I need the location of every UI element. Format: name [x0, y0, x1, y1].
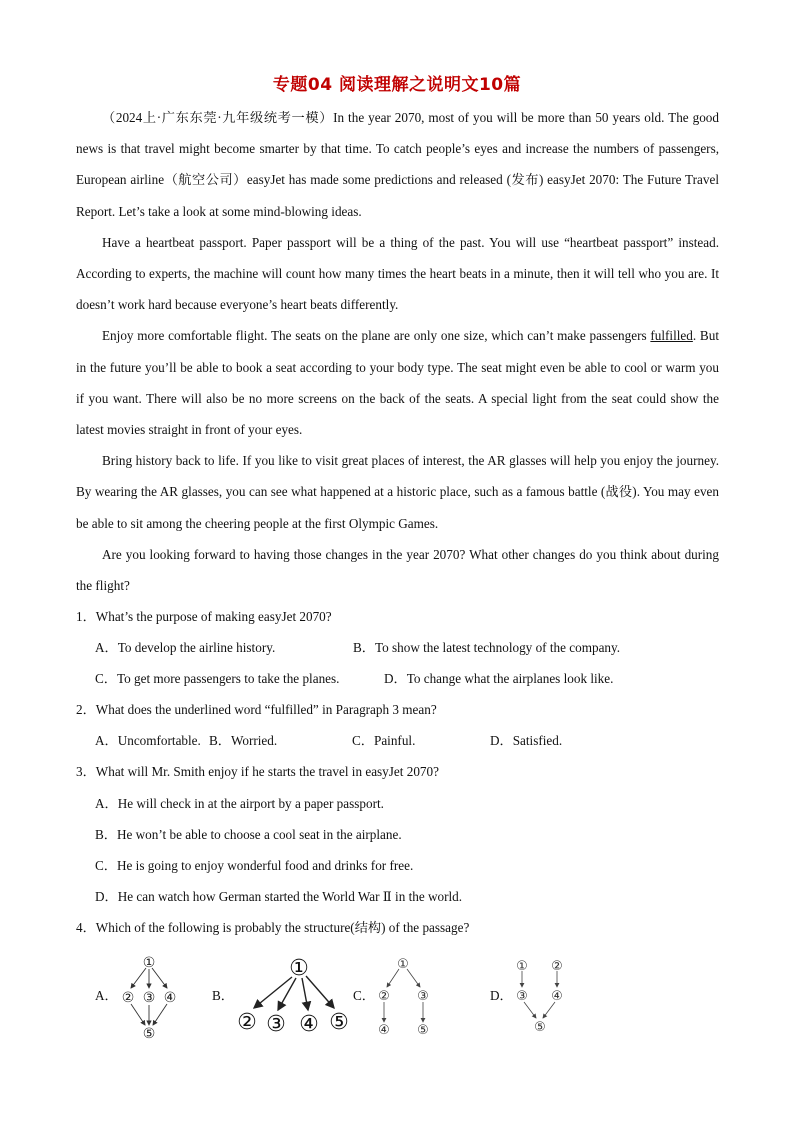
diagram-b-node-1: ① [289, 956, 309, 981]
structure-diagram-c [370, 952, 440, 1038]
q4-option-d[interactable]: D． [490, 988, 513, 1003]
paragraph-5: Are you looking forward to having those changes in the year 2070? What other changes do you think about during the flight? [76, 546, 719, 594]
paragraph-1 [76, 102, 719, 227]
structure-diagram-d [510, 954, 570, 1036]
diagram-d-node-4: ④ [551, 989, 563, 1004]
diagram-a-edge [153, 1004, 167, 1025]
diagram-b-node-4: ④ [299, 1012, 319, 1037]
diagram-c-node-4: ④ [378, 1023, 390, 1038]
q3-option-b[interactable]: B．He won’t be able to choose a cool seat in the airplane. [95, 827, 402, 842]
q2-option-c[interactable]: C．Painful. [352, 733, 416, 748]
q2-option-d[interactable]: D．Satisfied. [490, 733, 563, 748]
q2-option-a[interactable]: A．Uncomfortable. [95, 733, 201, 748]
diagram-b-edge [306, 976, 334, 1008]
q3-option-d[interactable]: D．He can watch how German started the World War Ⅱ in the world. [95, 889, 463, 904]
q1-option-a[interactable]: A．To develop the airline history. [95, 640, 276, 655]
question-1-stem: 1．What’s the purpose of making easyJet 2070? [76, 609, 332, 624]
passage [76, 102, 719, 601]
paragraph-2: Have a heartbeat passport. Paper passport will be a thing of the past. You will use “heartbeat passport” instead. According to experts, the machine will count how many times the heart beats in a minute, then it will tell who you are. It doesn’t work hard because everyone’s heart beats differently. [76, 234, 719, 313]
diagram-a-node-2: ② [121, 990, 135, 1006]
structure-diagram-b [232, 953, 352, 1037]
page-title: 专题04 阅读理解之说明文10篇 [272, 75, 522, 95]
q1-option-d[interactable]: D．To change what the airplanes look like. [384, 671, 614, 686]
diagram-a-edge [131, 968, 146, 988]
diagram-a-node-4: ④ [163, 990, 177, 1006]
diagram-d-node-2: ② [551, 959, 563, 974]
diagram-b-edge [254, 977, 292, 1008]
q3-option-a[interactable]: A．He will check in at the airport by a paper passport. [95, 796, 384, 811]
diagram-b-node-5: ⑤ [329, 1010, 349, 1035]
diagram-b-node-2: ② [237, 1010, 257, 1035]
diagram-a-edge [152, 968, 167, 988]
diagram-d-edge [543, 1002, 555, 1018]
q4-option-a[interactable]: A． [95, 988, 118, 1003]
diagram-b-node-3: ③ [266, 1012, 286, 1037]
q2-option-b[interactable]: B．Worried. [209, 733, 278, 748]
diagram-a-node-3: ③ [142, 990, 156, 1006]
diagram-d-node-1: ① [516, 959, 528, 974]
diagram-b-edge [302, 978, 308, 1010]
diagram-c-node-2: ② [378, 989, 390, 1004]
diagram-a-node-1: ① [142, 955, 156, 971]
q4-option-b[interactable]: B． [212, 988, 234, 1003]
diagram-c-node-3: ③ [417, 989, 429, 1004]
diagram-d-edge [524, 1002, 536, 1018]
source-note: （2024上·广东东莞·九年级统考一模） [102, 110, 334, 125]
diagram-d-node-5: ⑤ [534, 1020, 546, 1035]
question-3-stem: 3．What will Mr. Smith enjoy if he starts the travel in easyJet 2070? [76, 764, 439, 779]
diagram-c-node-1: ① [397, 957, 409, 972]
diagram-d-node-3: ③ [516, 989, 528, 1004]
q3-option-c[interactable]: C．He is going to enjoy wonderful food and drinks for free. [95, 858, 414, 873]
diagram-c-node-5: ⑤ [417, 1023, 429, 1038]
paragraph-1-text: In the year 2070, most of you will be more than 50 years old. The good news is that travel might become smarter by that time. To catch people’s eyes and increase the numbers of passengers, European airline（航空公司）easyJet has made some predictions and released (发布) easyJet 2070: The Future Travel Report. Let’s take a look at some mind-blowing ideas. [76, 110, 719, 219]
q1-option-c[interactable]: C．To get more passengers to take the planes. [95, 671, 340, 686]
diagram-a-node-5: ⑤ [142, 1026, 156, 1042]
q1-option-b[interactable]: B．To show the latest technology of the company. [353, 640, 621, 655]
paragraph-4: Bring history back to life. If you like to visit great places of interest, the AR glasses will help you enjoy the journey. By wearing the AR glasses, you can see what happened at a historic place, such as a famous battle (战役). You may even be able to sit among the cheering people at the first Olympic Games. [76, 453, 719, 531]
question-4-stem: 4．Which of the following is probably the structure(结构) of the passage? [76, 920, 470, 935]
diagram-a-edge [131, 1004, 145, 1025]
q4-option-c[interactable]: C． [353, 988, 375, 1003]
underlined-word: fulfilled [650, 328, 693, 344]
question-2-stem: 2．What does the underlined word “fulfilled” in Paragraph 3 mean? [76, 702, 437, 717]
diagram-b-edge [278, 978, 296, 1010]
paragraph-3-text-b: . But in the future you’ll be able to book a seat according to your body type. The seat might even be able to cool or warm you if you want. There will also be no more screens on the back of the seats. A special light from the seat could show the latest movies straight in front of your eyes. [76, 328, 719, 438]
paragraph-3 [76, 320, 719, 445]
diagram-c-edge [407, 969, 420, 987]
paragraph-3-text-a: Enjoy more comfortable flight. The seats on the plane are only one size, which can’t make passengers [102, 328, 651, 344]
structure-diagram-a [112, 950, 182, 1040]
